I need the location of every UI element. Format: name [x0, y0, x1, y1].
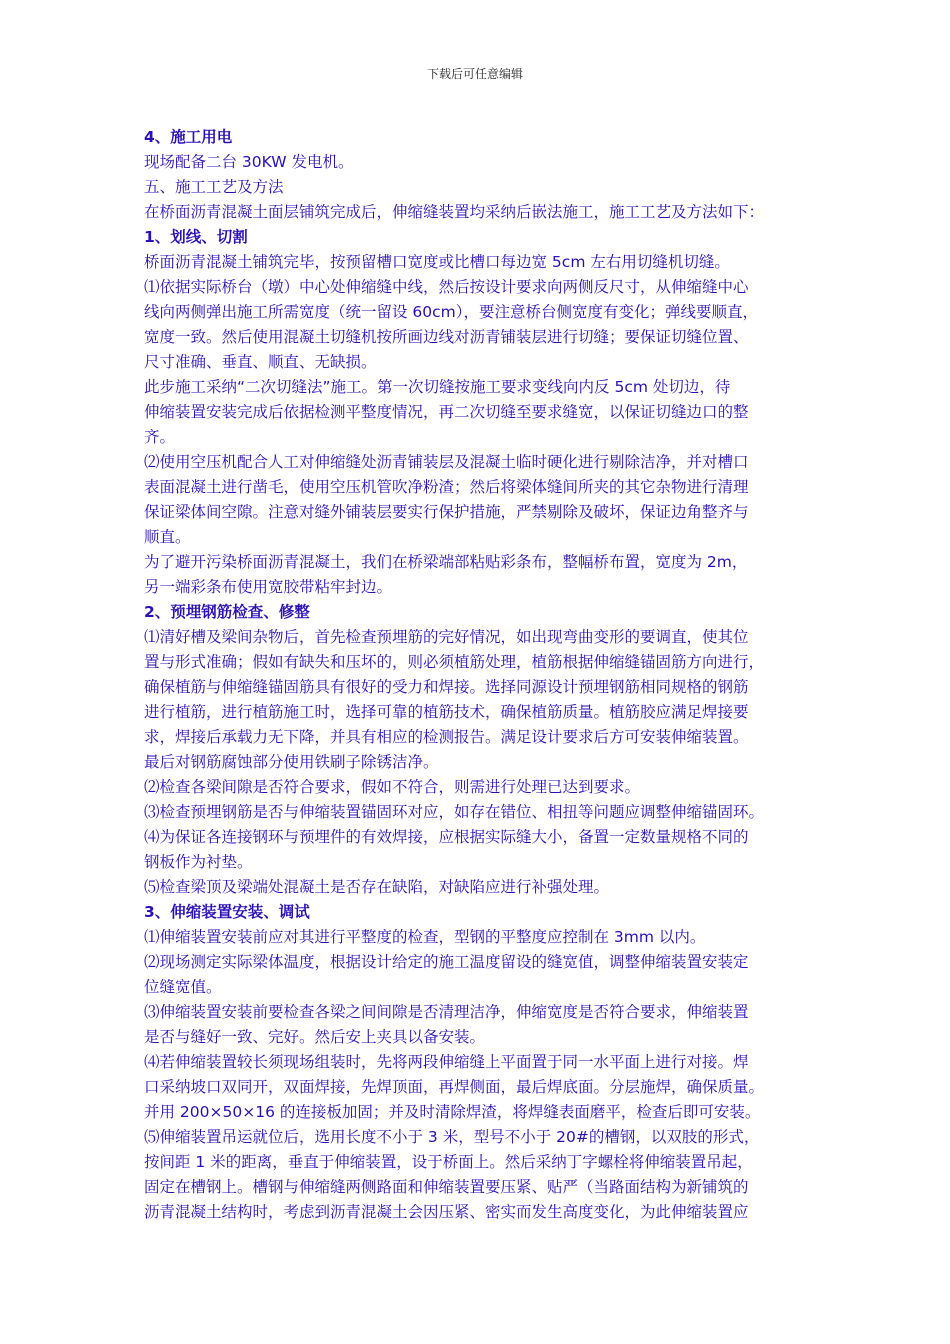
text-line: 固定在槽钢上。槽钢与伸缩缝两侧路面和伸缩装置要压紧、贴严（当路面结构为新铺筑的: [144, 1178, 749, 1196]
document-body: [144, 125, 816, 1225]
text-line: 表面混凝土进行凿毛，使用空压机管吹净粉渣；然后将梁体缝间所夹的其它杂物进行清理: [144, 478, 749, 496]
text-line: 位缝宽值。: [144, 978, 222, 996]
text-line: ⑴清好槽及梁间杂物后，首先检查预埋筋的完好情况，如出现弯曲变形的要调直，使其位: [144, 628, 749, 646]
text-line: 确保植筋与伸缩缝锚固筋具有很好的受力和焊接。选择同源设计预埋钢筋相同规格的钢筋: [144, 678, 749, 696]
section-heading-rebar-check: 2、预埋钢筋检查、修整: [144, 603, 310, 621]
text-line: 伸缩装置安装完成后依据检测平整度情况，再二次切缝至要求缝宽，以保证切缝边口的整: [144, 403, 749, 421]
section-heading-installation: 3、伸缩装置安装、调试: [144, 903, 310, 921]
text-line: 在桥面沥青混凝土面层铺筑完成后，伸缩缝装置均采纳后嵌法施工，施工工艺及方法如下：: [144, 203, 765, 221]
section-heading-power: 4、施工用电: [144, 128, 233, 146]
text-line: 为了避开污染桥面沥青混凝土，我们在桥梁端部粘贴彩条布，整幅桥布置，宽度为 2m，: [144, 553, 748, 571]
text-line: ⑸检查梁顶及梁端处混凝土是否存在缺陷，对缺陷应进行补强处理。: [144, 878, 610, 896]
text-line: ⑸伸缩装置吊运就位后，选用长度不小于 3 米，型号不小于 20#的槽钢，以双肢的形式，: [144, 1128, 760, 1146]
text-line: 线向两侧弹出施工所需宽度（统一留设 60cm），要注意桥台侧宽度有变化；弹线要顺直，: [144, 303, 759, 321]
section-heading-process: 五、施工工艺及方法: [144, 178, 284, 196]
text-line: 置与形式准确；假如有缺失和压坏的，则必须植筋处理，植筋根据伸缩缝锚固筋方向进行，: [144, 653, 765, 671]
text-line: ⑴伸缩装置安装前应对其进行平整度的检查，型钢的平整度应控制在 3mm 以内。: [144, 928, 706, 946]
text-line: ⑵现场测定实际梁体温度，根据设计给定的施工温度留设的缝宽值，调整伸缩装置安装定: [144, 953, 749, 971]
text-line: 另一端彩条布使用宽胶带粘牢封边。: [144, 578, 393, 596]
text-line: 齐。: [144, 428, 176, 446]
text-line: 是否与缝好一致、完好。然后安上夹具以备安装。: [144, 1028, 486, 1046]
text-line: 求，焊接后承载力无下降，并具有相应的检测报告。满足设计要求后方可安装伸缩装置。: [144, 728, 749, 746]
section-heading-marking-cutting: 1、划线、切割: [144, 228, 248, 246]
text-line: 钢板作为衬垫。: [144, 853, 253, 871]
text-line: 并用 200×50×16 的连接板加固；并及时清除焊渣，将焊缝表面磨平，检查后即可安装。: [144, 1103, 761, 1121]
text-line: 保证梁体间空隙。注意对缝外铺装层要实行保护措施，严禁剔除及破坏，保证边角整齐与: [144, 503, 749, 521]
text-line: ⑷为保证各连接钢环与预埋件的有效焊接，应根据实际缝大小，备置一定数量规格不同的: [144, 828, 749, 846]
text-line: ⑶伸缩装置安装前要检查各梁之间间隙是否清理洁净，伸缩宽度是否符合要求，伸缩装置: [144, 1003, 749, 1021]
page-header: 下载后可任意编辑: [426, 67, 523, 81]
text-line: 尺寸准确、垂直、顺直、无缺损。: [144, 353, 377, 371]
text-line: 现场配备二台 30KW 发电机。: [144, 153, 354, 171]
text-line: 口采纳坡口双同开，双面焊接，先焊顶面，再焊侧面，最后焊底面。分层施焊，确保质量。: [144, 1078, 765, 1096]
text-line: 宽度一致。然后使用混凝土切缝机按所画边线对沥青铺装层进行切缝；要保证切缝位置、: [144, 328, 749, 346]
text-line: ⑵检查各梁间隙是否符合要求，假如不符合，则需进行处理已达到要求。: [144, 778, 641, 796]
text-line: ⑴依据实际桥台（墩）中心处伸缩缝中线，然后按设计要求向两侧反尺寸，从伸缩缝中心: [144, 278, 749, 296]
text-line: 进行植筋，进行植筋施工时，选择可靠的植筋技术，确保植筋质量。植筋胶应满足焊接要: [144, 703, 749, 721]
text-line: ⑵使用空压机配合人工对伸缩缝处沥青铺装层及混凝土临时硬化进行剔除洁净，并对槽口: [144, 453, 749, 471]
text-line: 按间距 1 米的距离，垂直于伸缩装置，设于桥面上。然后采纳丁字螺栓将伸缩装置吊起，: [144, 1153, 753, 1171]
text-line: 此步施工采纳“二次切缝法”施工。第一次切缝按施工要求变线向内反 5cm 处切边，待: [144, 378, 731, 396]
text-line: ⑶检查预埋钢筋是否与伸缩装置锚固环对应，如存在错位、相扭等问题应调整伸缩锚固环。: [144, 803, 765, 821]
text-line: 桥面沥青混凝土铺筑完毕，按预留槽口宽度或比槽口每边宽 5cm 左右用切缝机切缝。: [144, 253, 730, 271]
text-line: ⑷若伸缩装置较长须现场组装时，先将两段伸缩缝上平面置于同一水平面上进行对接。焊: [144, 1053, 749, 1071]
text-line: 最后对钢筋腐蚀部分使用铁刷子除锈洁净。: [144, 753, 439, 771]
text-line: 顺直。: [144, 528, 191, 546]
text-line: 沥青混凝土结构时，考虑到沥青混凝土会因压紧、密实而发生高度变化，为此伸缩装置应: [144, 1203, 749, 1221]
